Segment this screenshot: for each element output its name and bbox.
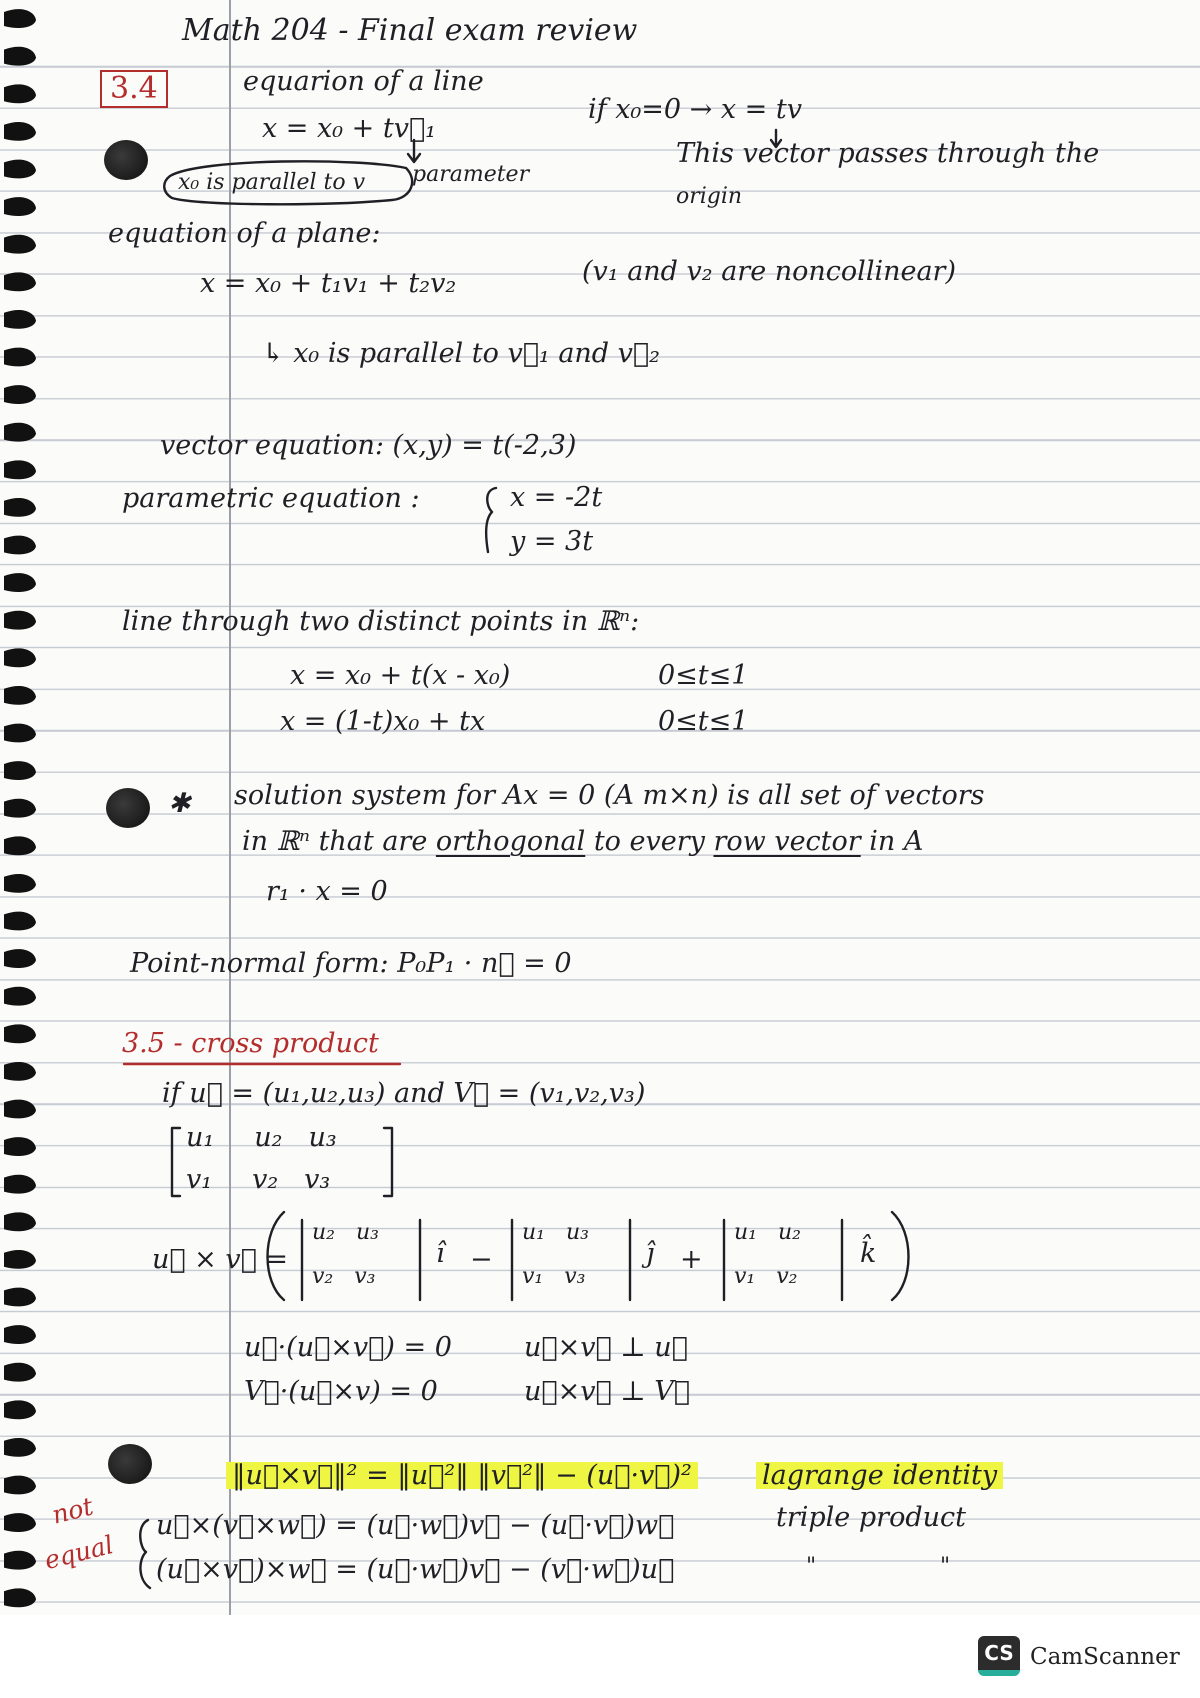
origin-arrow [771, 130, 781, 147]
unit-j: ĵ [646, 1238, 655, 1269]
origin-note: This vector passes through the [676, 138, 1100, 169]
triple-product-1: u⃗×(v⃗×w⃗) = (u⃗·w⃗)v⃗ − (u⃗·v⃗)w⃗ [156, 1510, 675, 1541]
line-equation: x = x₀ + tv⃗₁ [262, 113, 436, 144]
section-badge-3-4: 3.4 [100, 70, 168, 108]
big-paren-right [892, 1212, 909, 1300]
parameter-arrow [408, 140, 420, 162]
plane-equation: x = x₀ + t₁v₁ + t₂v₂ [200, 268, 457, 299]
plus-sign: + [680, 1244, 703, 1275]
section-heading-3-5: 3.5 - cross product [122, 1028, 379, 1059]
det1-row-1: u₂ u₃ [312, 1220, 379, 1245]
two-points-eq2: x = (1-t)x₀ + tx [280, 706, 486, 737]
x0-parallel-note: x₀ is parallel to v [178, 170, 365, 195]
matrix-row-2: v₁ v₂ v₃ [186, 1164, 331, 1195]
orthogonality-1-result: u⃗×v⃗ ⊥ u⃗ [524, 1332, 688, 1363]
camscanner-brand: CamScanner [1030, 1644, 1180, 1670]
parametric-x: x = -2t [510, 482, 603, 513]
line-heading: equarion of a line [243, 66, 484, 97]
solution-line-3: r₁ · x = 0 [266, 876, 388, 907]
det-bars [302, 1220, 842, 1300]
solution-line-2: in ℝⁿ that are orthogonal to every row vector in A [242, 826, 924, 857]
parallel-note-oval [164, 161, 412, 204]
not-equal-note-2: equal [41, 1529, 117, 1576]
det3-row-1: u₁ u₂ [734, 1220, 801, 1245]
unit-i: î [436, 1238, 445, 1269]
unit-k: k̂ [860, 1238, 877, 1269]
origin-note-2: origin [676, 184, 743, 209]
parametric-brace [486, 488, 496, 552]
not-equal-note-1: not [49, 1491, 97, 1530]
lagrange-equation: ‖u⃗×v⃗‖² = ‖u⃗²‖ ‖v⃗²‖ − (u⃗·v⃗)² [226, 1462, 698, 1489]
cross-if-line: if u⃗ = (u₁,u₂,u₃) and V⃗ = (v₁,v₂,v₃) [162, 1078, 646, 1109]
plane-heading: equation of a plane: [108, 218, 381, 249]
ditto-mark: " [806, 1554, 817, 1579]
det3-row-2: v₁ v₂ [734, 1264, 798, 1289]
orthogonality-1: u⃗·(u⃗×v⃗) = 0 [244, 1332, 452, 1363]
plane-note: ↳ x₀ is parallel to v⃗₁ and v⃗₂ [262, 338, 660, 369]
line-origin-case: if x₀=0 → x = tv [588, 94, 802, 125]
det2-row-2: v₁ v₃ [522, 1264, 586, 1289]
two-points-range1: 0≤t≤1 [658, 660, 749, 691]
two-points-heading: line through two distinct points in ℝⁿ: [122, 606, 640, 637]
camscanner-logo: CS [978, 1636, 1020, 1676]
triple-product-label: triple product [776, 1502, 966, 1533]
point-normal-form: Point-normal form: P₀P₁ · n⃗ = 0 [130, 948, 572, 979]
matrix-row-1: u₁ u₂ u₃ [186, 1122, 337, 1153]
footer-bar [0, 1615, 1200, 1698]
ditto-mark: " [940, 1554, 951, 1579]
parameter-note: parameter [412, 162, 530, 187]
parametric-y: y = 3t [510, 526, 594, 557]
minus-sign: − [470, 1244, 493, 1275]
triple-brace [140, 1520, 150, 1588]
page-title: Math 204 - Final exam review [182, 13, 638, 48]
vector-equation: vector equation: (x,y) = t(-2,3) [160, 430, 577, 461]
star-mark: ✱ [168, 788, 191, 819]
two-points-eq1: x = x₀ + t(x - x₀) [290, 660, 511, 691]
big-paren-left [268, 1212, 285, 1300]
two-points-range2: 0≤t≤1 [658, 706, 749, 737]
lagrange-label: lagrange identity [756, 1462, 1003, 1489]
plane-condition: (v₁ and v₂ are noncollinear) [582, 256, 956, 287]
triple-product-2: (u⃗×v⃗)×w⃗ = (u⃗·w⃗)v⃗ − (v⃗·w⃗)u⃗ [156, 1554, 675, 1585]
det1-row-2: v₂ v₃ [312, 1264, 376, 1289]
solution-line-1: solution system for Ax = 0 (A m×n) is all set of vectors [234, 780, 985, 811]
det2-row-1: u₁ u₃ [522, 1220, 589, 1245]
matrix-bracket-left [172, 1128, 180, 1196]
matrix-bracket-right [384, 1128, 392, 1196]
orthogonality-2-result: u⃗×v⃗ ⊥ V⃗ [524, 1376, 690, 1407]
parametric-label: parametric equation : [122, 483, 420, 514]
orthogonality-2: V⃗·(u⃗×v) = 0 [244, 1376, 438, 1407]
cross-product-lhs: u⃗ × v⃗ = [152, 1244, 289, 1275]
